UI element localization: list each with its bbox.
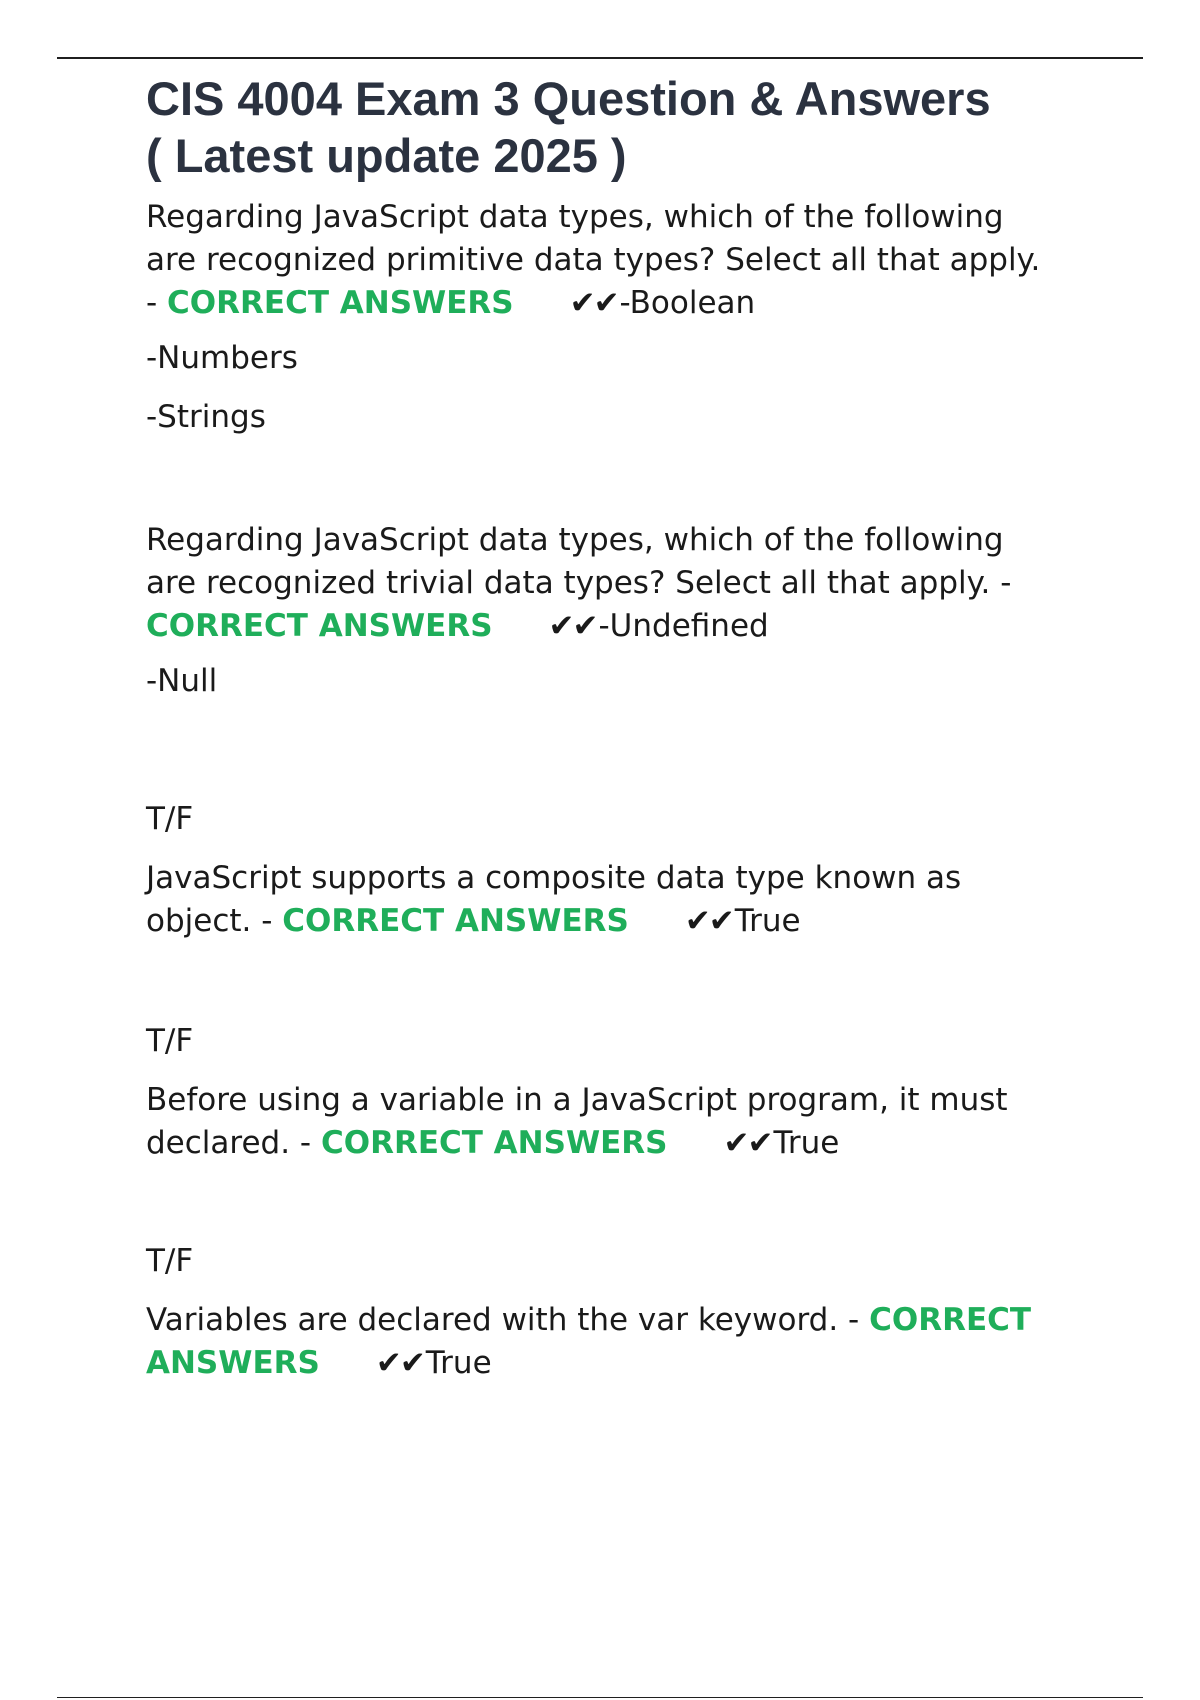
title-line-2: ( Latest update 2025 )	[146, 129, 627, 182]
answer-text: True	[773, 1125, 840, 1161]
check-marks-icon: ✔✔	[569, 285, 618, 321]
correct-answers-label-part1: CORRECT	[869, 1302, 1032, 1338]
bottom-rule	[57, 1697, 1143, 1698]
correct-answers-label: CORRECT ANSWERS	[167, 285, 514, 321]
question-text: Variables are declared with the var keyword. - CORRECT ANSWERS ✔✔True	[146, 1302, 1032, 1381]
answer-text: True	[425, 1345, 492, 1381]
answer-text: True	[734, 903, 801, 939]
question-text: Regarding JavaScript data types, which of the following are recognized primitive data types? Select all that apply. - CORRECT ANSWERS ✔✔-Boolean	[146, 199, 1041, 321]
question-text: JavaScript supports a composite data type known as object. - CORRECT ANSWERS ✔✔True	[146, 860, 962, 939]
question-text: Before using a variable in a JavaScript program, it must declared. - CORRECT ANSWERS ✔✔True	[146, 1082, 1008, 1161]
page-title	[146, 70, 1086, 184]
answer-text: -Boolean	[619, 285, 756, 321]
correct-answers-label: CORRECT ANSWERS	[146, 608, 493, 644]
correct-answers-label-part2: ANSWERS	[146, 1345, 320, 1381]
answer-extra: -Null	[146, 663, 218, 699]
tf-label: T/F	[146, 1023, 194, 1059]
top-rule	[57, 57, 1143, 59]
question-block-4	[146, 1020, 1008, 1165]
tf-label: T/F	[146, 1243, 194, 1279]
tf-label: T/F	[146, 801, 194, 837]
check-marks-icon: ✔✔	[684, 903, 733, 939]
answer-extra: -Strings	[146, 399, 266, 435]
check-marks-icon: ✔✔	[723, 1125, 772, 1161]
check-marks-icon: ✔✔	[548, 608, 597, 644]
check-marks-icon: ✔✔	[375, 1345, 424, 1381]
correct-answers-label: CORRECT ANSWERS	[282, 903, 629, 939]
answer-text: -Undefined	[598, 608, 769, 644]
question-text: Regarding JavaScript data types, which of the following are recognized trivial data types? Select all that apply. - CORRECT ANSWERS ✔✔-Undefined	[146, 522, 1012, 644]
question-block-3	[146, 798, 961, 943]
question-block-2	[146, 519, 1011, 703]
question-block-1	[146, 196, 1040, 439]
question-block-5	[146, 1240, 1031, 1385]
document-body	[146, 70, 1086, 1381]
title-line-1: CIS 4004 Exam 3 Question & Answers	[146, 72, 991, 125]
answer-extra: -Numbers	[146, 340, 298, 376]
correct-answers-label: CORRECT ANSWERS	[320, 1125, 668, 1161]
